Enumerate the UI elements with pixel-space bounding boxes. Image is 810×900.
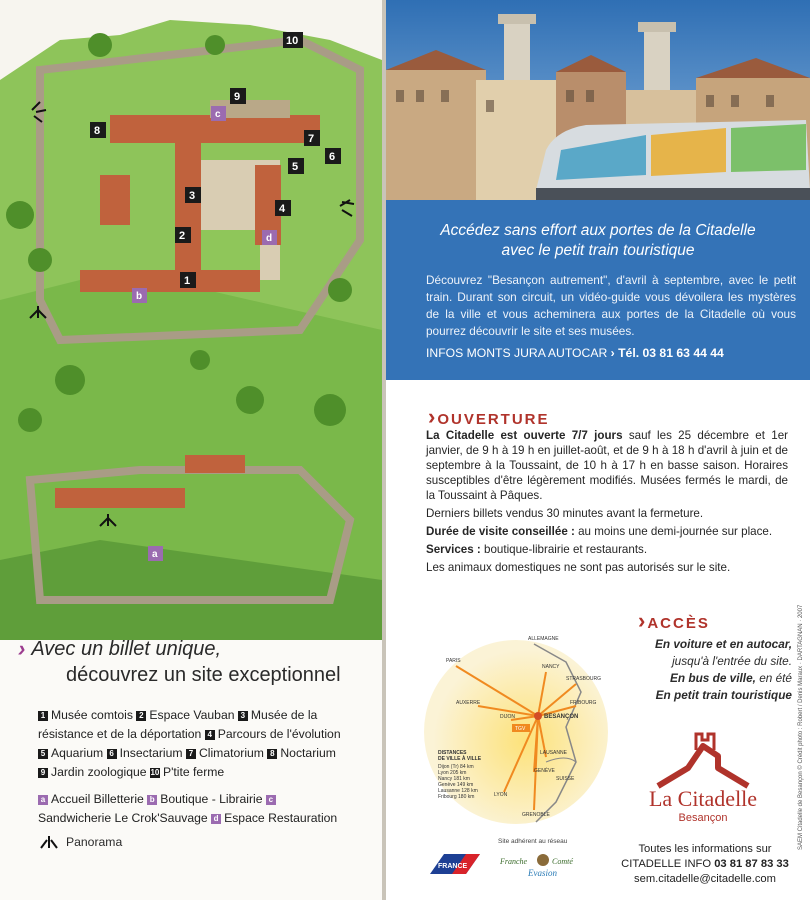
legend-number-badge: 2 (136, 711, 146, 721)
svg-text:BESANÇON: BESANÇON (544, 714, 579, 720)
svg-text:Evasion: Evasion (528, 868, 557, 878)
svg-text:9: 9 (234, 91, 241, 103)
svg-text:6: 6 (329, 151, 336, 163)
svg-text:Franche: Franche (500, 857, 528, 866)
right-panel (386, 0, 810, 900)
svg-text:10: 10 (286, 35, 299, 47)
panorama-icon (38, 834, 60, 850)
svg-text:a: a (152, 549, 158, 560)
svg-text:DISTANCES: DISTANCES (438, 750, 467, 756)
chevron-right-icon: › (638, 608, 648, 633)
train-info-box (386, 200, 810, 380)
service-item: Sandwicherie Le Crok'Sauvage (38, 811, 208, 825)
panorama-label: Panorama (66, 835, 123, 849)
legend-number-badge: 7 (186, 749, 196, 759)
museum-legend (38, 706, 348, 782)
opening-title: ›OUVERTURE (428, 404, 550, 429)
legend-item: Musée comtois (51, 708, 133, 722)
france-access-map (416, 632, 626, 828)
tagline-line2: découvrez un site exceptionnel (66, 664, 341, 686)
svg-text:PARIS: PARIS (446, 658, 461, 664)
svg-text:Nancy 181 km: Nancy 181 km (438, 776, 470, 782)
legend-item: Aquarium (51, 746, 104, 760)
legend-number-badge: d (211, 814, 221, 824)
svg-text:Dijon (Tr) 84 km: Dijon (Tr) 84 km (438, 764, 474, 770)
legend-number-badge: 1 (38, 711, 48, 721)
legend-item: Insectarium (119, 746, 183, 760)
svg-text:LAUSANNE: LAUSANNE (540, 750, 567, 756)
svg-text:c: c (215, 109, 221, 120)
svg-text:1: 1 (184, 275, 191, 287)
legend-item: Noctarium (280, 746, 336, 760)
svg-text:d: d (266, 233, 273, 244)
svg-text:Lausanne 128 km: Lausanne 128 km (438, 788, 478, 794)
svg-text:TGV: TGV (515, 726, 526, 732)
logo-city: Besançon (678, 812, 728, 824)
contact-info: Toutes les informations sur CITADELLE INFO 03 81 87 83 33 sem.citadelle@citadelle.com (618, 842, 792, 887)
legend-number-badge: 10 (150, 768, 160, 777)
train-photo (386, 0, 810, 200)
legend-item: Climatorium (198, 746, 264, 760)
service-item: Espace Restauration (224, 811, 338, 825)
legend-item: Musée de la résistance et de la déportation (38, 708, 318, 741)
access-info: En voiture et en autocar, jusqu'à l'entrée du site. En bus de ville, en été En petit train touristique (654, 637, 792, 702)
legend-number-badge: 8 (267, 749, 277, 759)
legend-item: P'tite ferme (162, 765, 225, 779)
svg-text:DIJON: DIJON (500, 714, 515, 720)
legend-number-badge: 4 (205, 730, 215, 740)
access-title: ›ACCÈS (638, 608, 710, 633)
svg-text:Fribourg 180 km: Fribourg 180 km (438, 794, 475, 800)
train-contact-label: INFOS MONTS JURA AUTOCAR (426, 346, 608, 360)
svg-text:AUXERRE: AUXERRE (456, 700, 481, 706)
service-item: Accueil Billetterie (51, 792, 144, 806)
train-description: Découvrez "Besançon autrement", d'avril à septembre, avec le petit train. Durant son circuit, un vidéo-guide vous dévoilera les mystères de la ville et vous acheminera aux portes de la Citadelle où vous pourrez découvrir le site et ses musées. (426, 273, 796, 338)
svg-text:STRASBOURG: STRASBOURG (566, 676, 602, 682)
svg-text:Lyon 205 km: Lyon 205 km (438, 770, 467, 776)
svg-text:FRIBOURG: FRIBOURG (570, 700, 597, 706)
contact-email: sem.citadelle@citadelle.com (634, 873, 776, 885)
services-legend (38, 790, 348, 828)
svg-text:NANCY: NANCY (542, 664, 560, 670)
network-label: Site adhérent au réseau (498, 838, 568, 845)
tagline-line1: Avec un billet unique, (31, 637, 222, 660)
legend-item: Parcours de l'évolution (217, 727, 341, 741)
svg-text:5: 5 (292, 161, 299, 173)
legend-item: Espace Vauban (149, 708, 235, 722)
train-heading-line1: Accédez sans effort aux portes de la Citadelle (440, 222, 756, 239)
franche-comte-evasion-logo (498, 852, 588, 880)
sncf-france-logo (426, 852, 482, 876)
svg-text:7: 7 (308, 133, 315, 145)
legend-number-badge: 9 (38, 768, 48, 778)
legend-number-badge: 6 (107, 749, 117, 759)
svg-text:4: 4 (279, 203, 286, 215)
citadel-map-illustration (0, 0, 382, 640)
chevron-right-icon: › (428, 404, 438, 429)
train-contact-phone: Tél. 03 81 63 44 44 (618, 346, 724, 360)
legend-number-badge: 5 (38, 749, 48, 759)
svg-text:b: b (136, 291, 143, 302)
svg-text:3: 3 (189, 190, 196, 202)
svg-text:GRENOBLE: GRENOBLE (522, 812, 550, 818)
train-heading-line2: avec le petit train touristique (501, 242, 695, 259)
svg-text:2: 2 (179, 230, 186, 242)
legend-number-badge: b (147, 795, 157, 805)
opening-hours: La Citadelle est ouverte 7/7 jours sauf les 25 décembre et 1er janvier, de 9 h à 19 h en juillet-août, et de 9 h à 18 h d'avril à juin et de septembre à la Toussaint, de 10 h à 17 h en basse saison. Horaires susceptibles d'être légèrement modifiés. Musées fermés le mardi, de la Toussaint à Pâques. Derniers billets vendus 30 minutes avant la fermeture. Durée de visite conseillée : au moins une demi-journée sur place. Services : boutique-librairie et restaurants. Les animaux domestiques ne sont pas autorisés sur le site. (426, 429, 788, 574)
tagline (18, 636, 368, 687)
left-panel (0, 0, 382, 900)
svg-text:8: 8 (94, 125, 101, 137)
svg-text:GENÈVE: GENÈVE (534, 768, 555, 774)
credits: SAEM Citadelle de Besançon © Crédit photo : Robert / Denis Maraux · DARTAGNAN · 2007 (798, 604, 804, 850)
svg-text:SUISSE: SUISSE (556, 776, 575, 782)
panorama-legend (38, 834, 122, 850)
svg-text:Comté: Comté (552, 857, 573, 866)
chevron-right-icon: › (18, 636, 26, 661)
svg-text:LYON: LYON (494, 792, 508, 798)
svg-text:ALLEMAGNE: ALLEMAGNE (528, 636, 559, 642)
svg-text:Genève 149 km: Genève 149 km (438, 782, 474, 788)
svg-text:DE VILLE À VILLE: DE VILLE À VILLE (438, 756, 482, 762)
legend-number-badge: a (38, 795, 48, 805)
legend-number-badge: 3 (238, 711, 248, 721)
legend-number-badge: c (266, 795, 276, 805)
service-item: Boutique - Librairie (160, 792, 263, 806)
svg-text:FRANCE: FRANCE (438, 863, 468, 870)
legend-item: Jardin zoologique (51, 765, 147, 779)
logo-name: La Citadelle (648, 786, 758, 811)
train-contact: INFOS MONTS JURA AUTOCAR › Tél. 03 81 63 44 44 (426, 346, 724, 360)
